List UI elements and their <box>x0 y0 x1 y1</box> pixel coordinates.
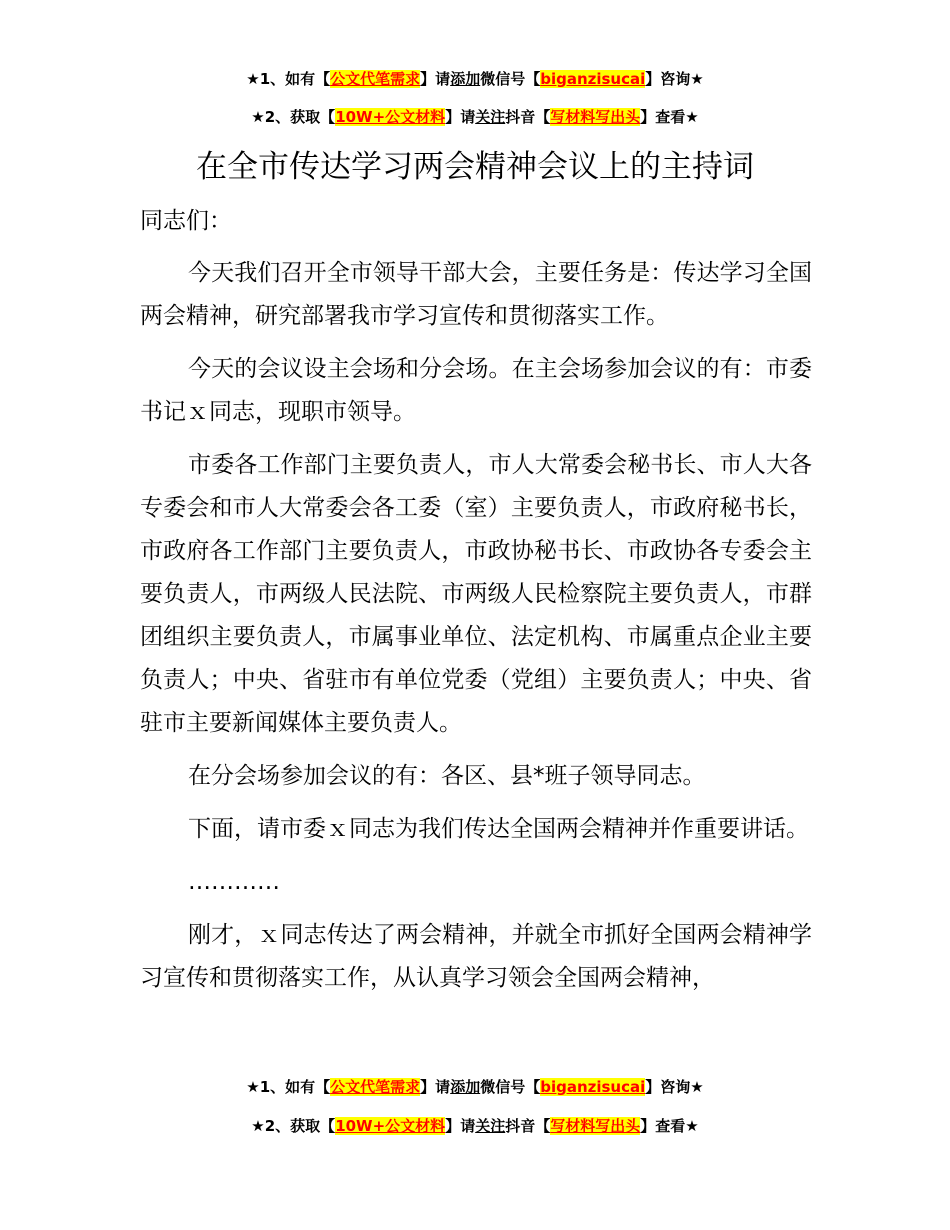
promo-highlight-service: 公文代笔需求 <box>330 1078 421 1096</box>
promo-suffix: 】咨询★ <box>645 1078 704 1096</box>
promo-underline: 添加 <box>450 70 481 88</box>
promo-prefix: ★2、获取【 <box>251 108 336 126</box>
paragraph: 今天的会议设主会场和分会场。在主会场参加会议的有：市委书记ｘ同志，现职市领导。 <box>140 356 812 425</box>
document-title: 在全市传达学习两会精神会议上的主持词 <box>196 149 754 185</box>
promo-text: 抖音【 <box>505 1117 551 1135</box>
document-body <box>140 200 812 1010</box>
promo-underline: 添加 <box>450 1078 481 1096</box>
paragraph: 市委各工作部门主要负责人，市人大常委会秘书长、市人大各专委会和市人大常委会各工委（室）主要负责人，市政府秘书长，市政府各工作部门主要负责人，市政协秘书长、市政协各专委会主要负责人，市两级人民法院、市两级人民检察院主要负责人，市群团组织主要负责人，市属事业单位、法定机构、市属重点企业主要负责人；中央、省驻市有单位党委（党组）主要负责人；中央、省驻市主要新闻媒体主要负责人。 <box>140 452 812 736</box>
promo-text: 】请 <box>445 1117 476 1135</box>
promo-highlight-materials: 10W+公文材料 <box>335 1117 446 1135</box>
promo-suffix: 】查看★ <box>640 1117 699 1135</box>
promo-text: 抖音【 <box>505 108 551 126</box>
promo-text: 微信号【 <box>480 70 541 88</box>
promo-prefix: ★2、获取【 <box>251 1117 336 1135</box>
promo-highlight-service: 公文代笔需求 <box>330 70 421 88</box>
promo-text: 微信号【 <box>480 1078 541 1096</box>
promo-text: 】请 <box>420 70 451 88</box>
promo-banner-top-line2 <box>0 106 950 128</box>
paragraph: 下面，请市委ｘ同志为我们传达全国两会精神并作重要讲话。 <box>188 816 809 842</box>
promo-suffix: 】查看★ <box>640 108 699 126</box>
promo-banner-bottom-line2 <box>0 1115 950 1137</box>
promo-text: 】请 <box>420 1078 451 1096</box>
promo-highlight-wechat-id: biganzisucai <box>540 1078 646 1096</box>
salutation: 同志们： <box>140 208 232 234</box>
promo-highlight-wechat-id: biganzisucai <box>540 70 646 88</box>
promo-underline: 关注 <box>475 1117 506 1135</box>
paragraph: 刚才，ｘ同志传达了两会精神，并就全市抓好全国两会精神学习宣传和贯彻落实工作，从认真学习领会全国两会精神， <box>140 922 812 991</box>
paragraph: 在分会场参加会议的有：各区、县*班子领导同志。 <box>188 763 706 789</box>
promo-banner-bottom-line1 <box>0 1076 950 1098</box>
promo-highlight-materials: 10W+公文材料 <box>335 108 446 126</box>
promo-suffix: 】咨询★ <box>645 70 704 88</box>
promo-prefix: ★1、如有【 <box>246 70 331 88</box>
promo-text: 】请 <box>445 108 476 126</box>
promo-highlight-douyin: 写材料写出头 <box>550 1117 641 1135</box>
promo-underline: 关注 <box>475 108 506 126</box>
paragraph: 今天我们召开全市领导干部大会，主要任务是：传达学习全国两会精神，研究部署我市学习宣传和贯彻落实工作。 <box>140 260 812 329</box>
promo-highlight-douyin: 写材料写出头 <box>550 108 641 126</box>
promo-prefix: ★1、如有【 <box>246 1078 331 1096</box>
promo-banner-top-line1 <box>0 68 950 90</box>
ellipsis-paragraph: ………… <box>188 869 280 895</box>
